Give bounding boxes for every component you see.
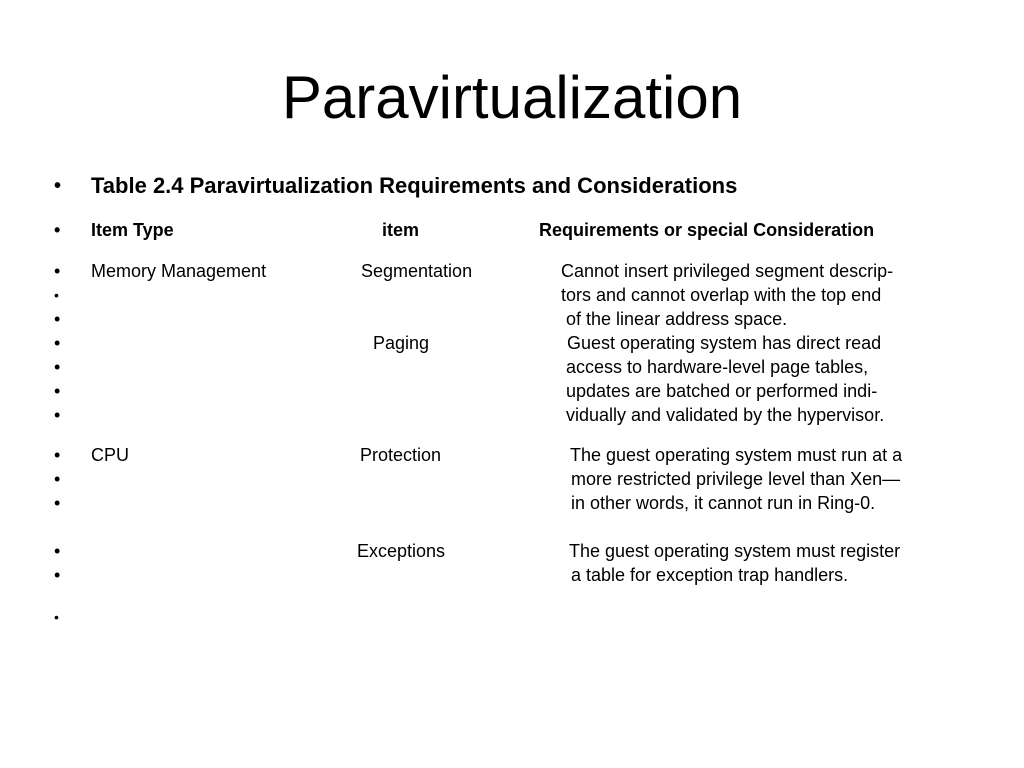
bullet-icon: • [54,565,61,585]
row-item: Paging [373,333,430,353]
bullet-icon: • [54,261,61,281]
bullet-icon: • [54,381,61,401]
row-text: vidually and validated by the hypervisor. [566,405,885,425]
bullet-icon: • [54,469,61,489]
bullet-icon: • [54,175,62,197]
bullet-icon: • [54,493,61,513]
row-item-type: Memory Management [91,261,267,281]
bullet-icon: • [54,309,61,329]
bullet-icon: • [54,333,61,353]
row-item-type: CPU [91,445,130,465]
row-text: updates are batched or performed indi- [566,381,878,401]
bullet-icon: • [54,357,61,377]
row-text: Cannot insert privileged segment descrip- [561,261,894,281]
row-item: Segmentation [361,261,473,281]
row-text: tors and cannot overlap with the top end [561,285,882,305]
row-item: Exceptions [357,541,446,561]
bullet-icon: • [54,220,61,240]
row-text: of the linear address space. [561,309,788,329]
column-header-item-type: Item Type [91,220,174,240]
row-text: The guest operating system must register [569,541,901,561]
row-text: access to hardware-level page tables, [566,357,869,377]
table-heading: Table 2.4 Paravirtualization Requirements and Considerations [91,173,738,198]
row-item: Protection [360,445,442,465]
row-text: The guest operating system must run at a [570,445,903,465]
bullet-icon: • [54,287,59,303]
bullet-icon: • [54,541,61,561]
bullet-icon: • [54,445,61,465]
row-text: Guest operating system has direct read [567,333,882,353]
row-text: in other words, it cannot run in Ring-0. [571,493,876,513]
row-text: more restricted privilege level than Xen— [571,469,901,489]
slide-title: Paravirtualization [281,64,743,131]
bullet-icon: • [54,609,59,625]
bullet-icon: • [54,405,61,425]
column-header-item: item [382,220,420,240]
column-header-requirements: Requirements or special Consideration [539,220,875,240]
row-text: a table for exception trap handlers. [571,565,849,585]
